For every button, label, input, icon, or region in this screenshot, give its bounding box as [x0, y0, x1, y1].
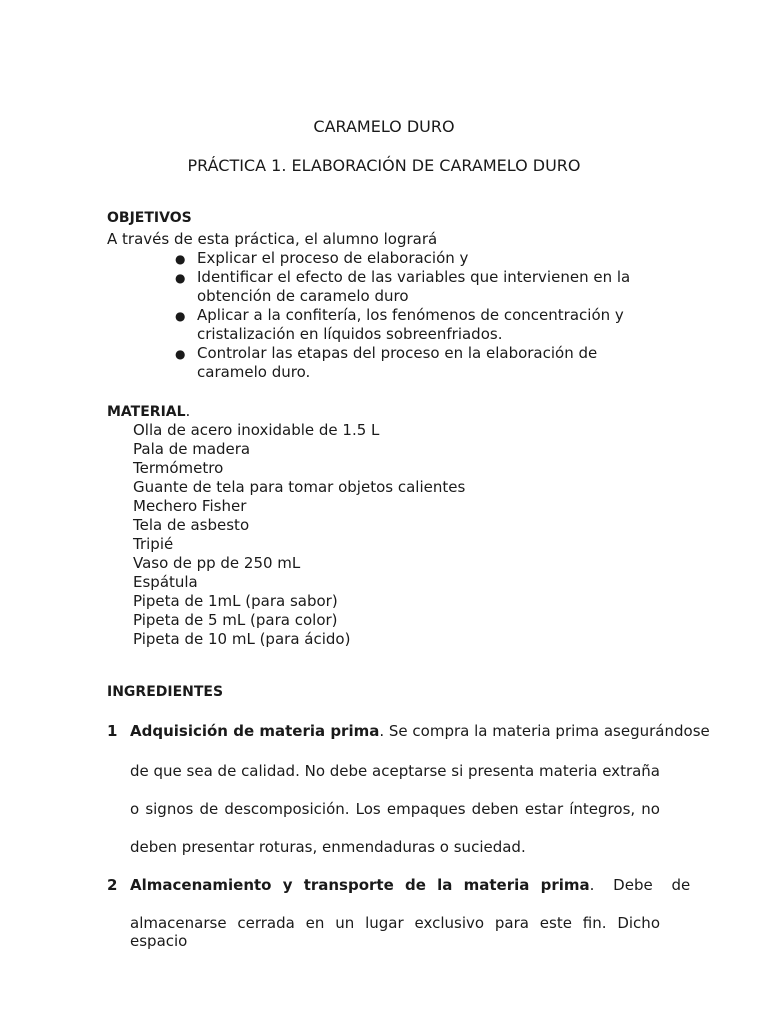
step-first-line: [130, 876, 691, 894]
bullet-icon: ●: [175, 347, 186, 361]
objetivos-heading: OBJETIVOS: [107, 210, 192, 226]
material-heading-suffix: .: [185, 402, 191, 420]
step-text-line: deben presentar roturas, enmendaduras o suciedad.: [130, 838, 526, 856]
step-first-line: [130, 722, 710, 740]
material-item: Pipeta de 5 mL (para color): [133, 611, 338, 629]
objetivo-item-continued: obtención de caramelo duro: [197, 287, 409, 305]
document-title: CARAMELO DURO: [313, 117, 455, 136]
step-text-line: almacenarse cerrada en un lugar exclusivo para este fin. Dicho espacio: [130, 914, 660, 950]
material-item: Pipeta de 1mL (para sabor): [133, 592, 338, 610]
objetivos-intro: A través de esta práctica, el alumno logrará: [107, 230, 438, 248]
material-item: Pala de madera: [133, 440, 251, 458]
objetivo-item-continued: caramelo duro.: [197, 363, 311, 381]
material-item: Pipeta de 10 mL (para ácido): [133, 630, 351, 648]
material-item: Termómetro: [133, 459, 224, 477]
objetivo-item: Controlar las etapas del proceso en la elaboración de: [197, 344, 598, 362]
material-item: Mechero Fisher: [133, 497, 247, 515]
material-item: Tela de asbesto: [133, 516, 250, 534]
material-item: Vaso de pp de 250 mL: [133, 554, 301, 572]
step-number: 2: [107, 876, 118, 894]
material-heading-line: [107, 402, 190, 420]
step-text: . Debe de: [589, 876, 691, 894]
ingredientes-heading: INGREDIENTES: [107, 684, 224, 700]
bullet-icon: ●: [175, 309, 186, 323]
objetivo-item: Explicar el proceso de elaboración y: [197, 249, 469, 267]
material-item: Olla de acero inoxidable de 1.5 L: [133, 421, 380, 439]
bullet-icon: ●: [175, 271, 186, 285]
practice-subtitle: PRÁCTICA 1. ELABORACIÓN DE CARAMELO DURO: [187, 156, 581, 175]
objetivo-item-continued: cristalización en líquidos sobreenfriados.: [197, 325, 503, 343]
step-title: Almacenamiento y transporte de la materia prima: [130, 876, 590, 894]
step-title: Adquisición de materia prima: [130, 722, 380, 740]
bullet-icon: ●: [175, 252, 186, 266]
material-item: Espátula: [133, 573, 198, 591]
step-text-line: o signos de descomposición. Los empaques deben estar íntegros, no: [130, 800, 660, 818]
objetivo-item: Identificar el efecto de las variables que intervienen en la: [197, 268, 631, 286]
material-item: Guante de tela para tomar objetos calientes: [133, 478, 466, 496]
step-number: 1: [107, 722, 118, 740]
material-item: Tripié: [133, 535, 174, 553]
material-heading: MATERIAL: [107, 404, 186, 420]
step-text: . Se compra la materia prima asegurándose: [379, 722, 710, 740]
objetivo-item: Aplicar a la confitería, los fenómenos de concentración y: [197, 306, 624, 324]
step-text-line: de que sea de calidad. No debe aceptarse si presenta materia extraña: [130, 762, 661, 780]
